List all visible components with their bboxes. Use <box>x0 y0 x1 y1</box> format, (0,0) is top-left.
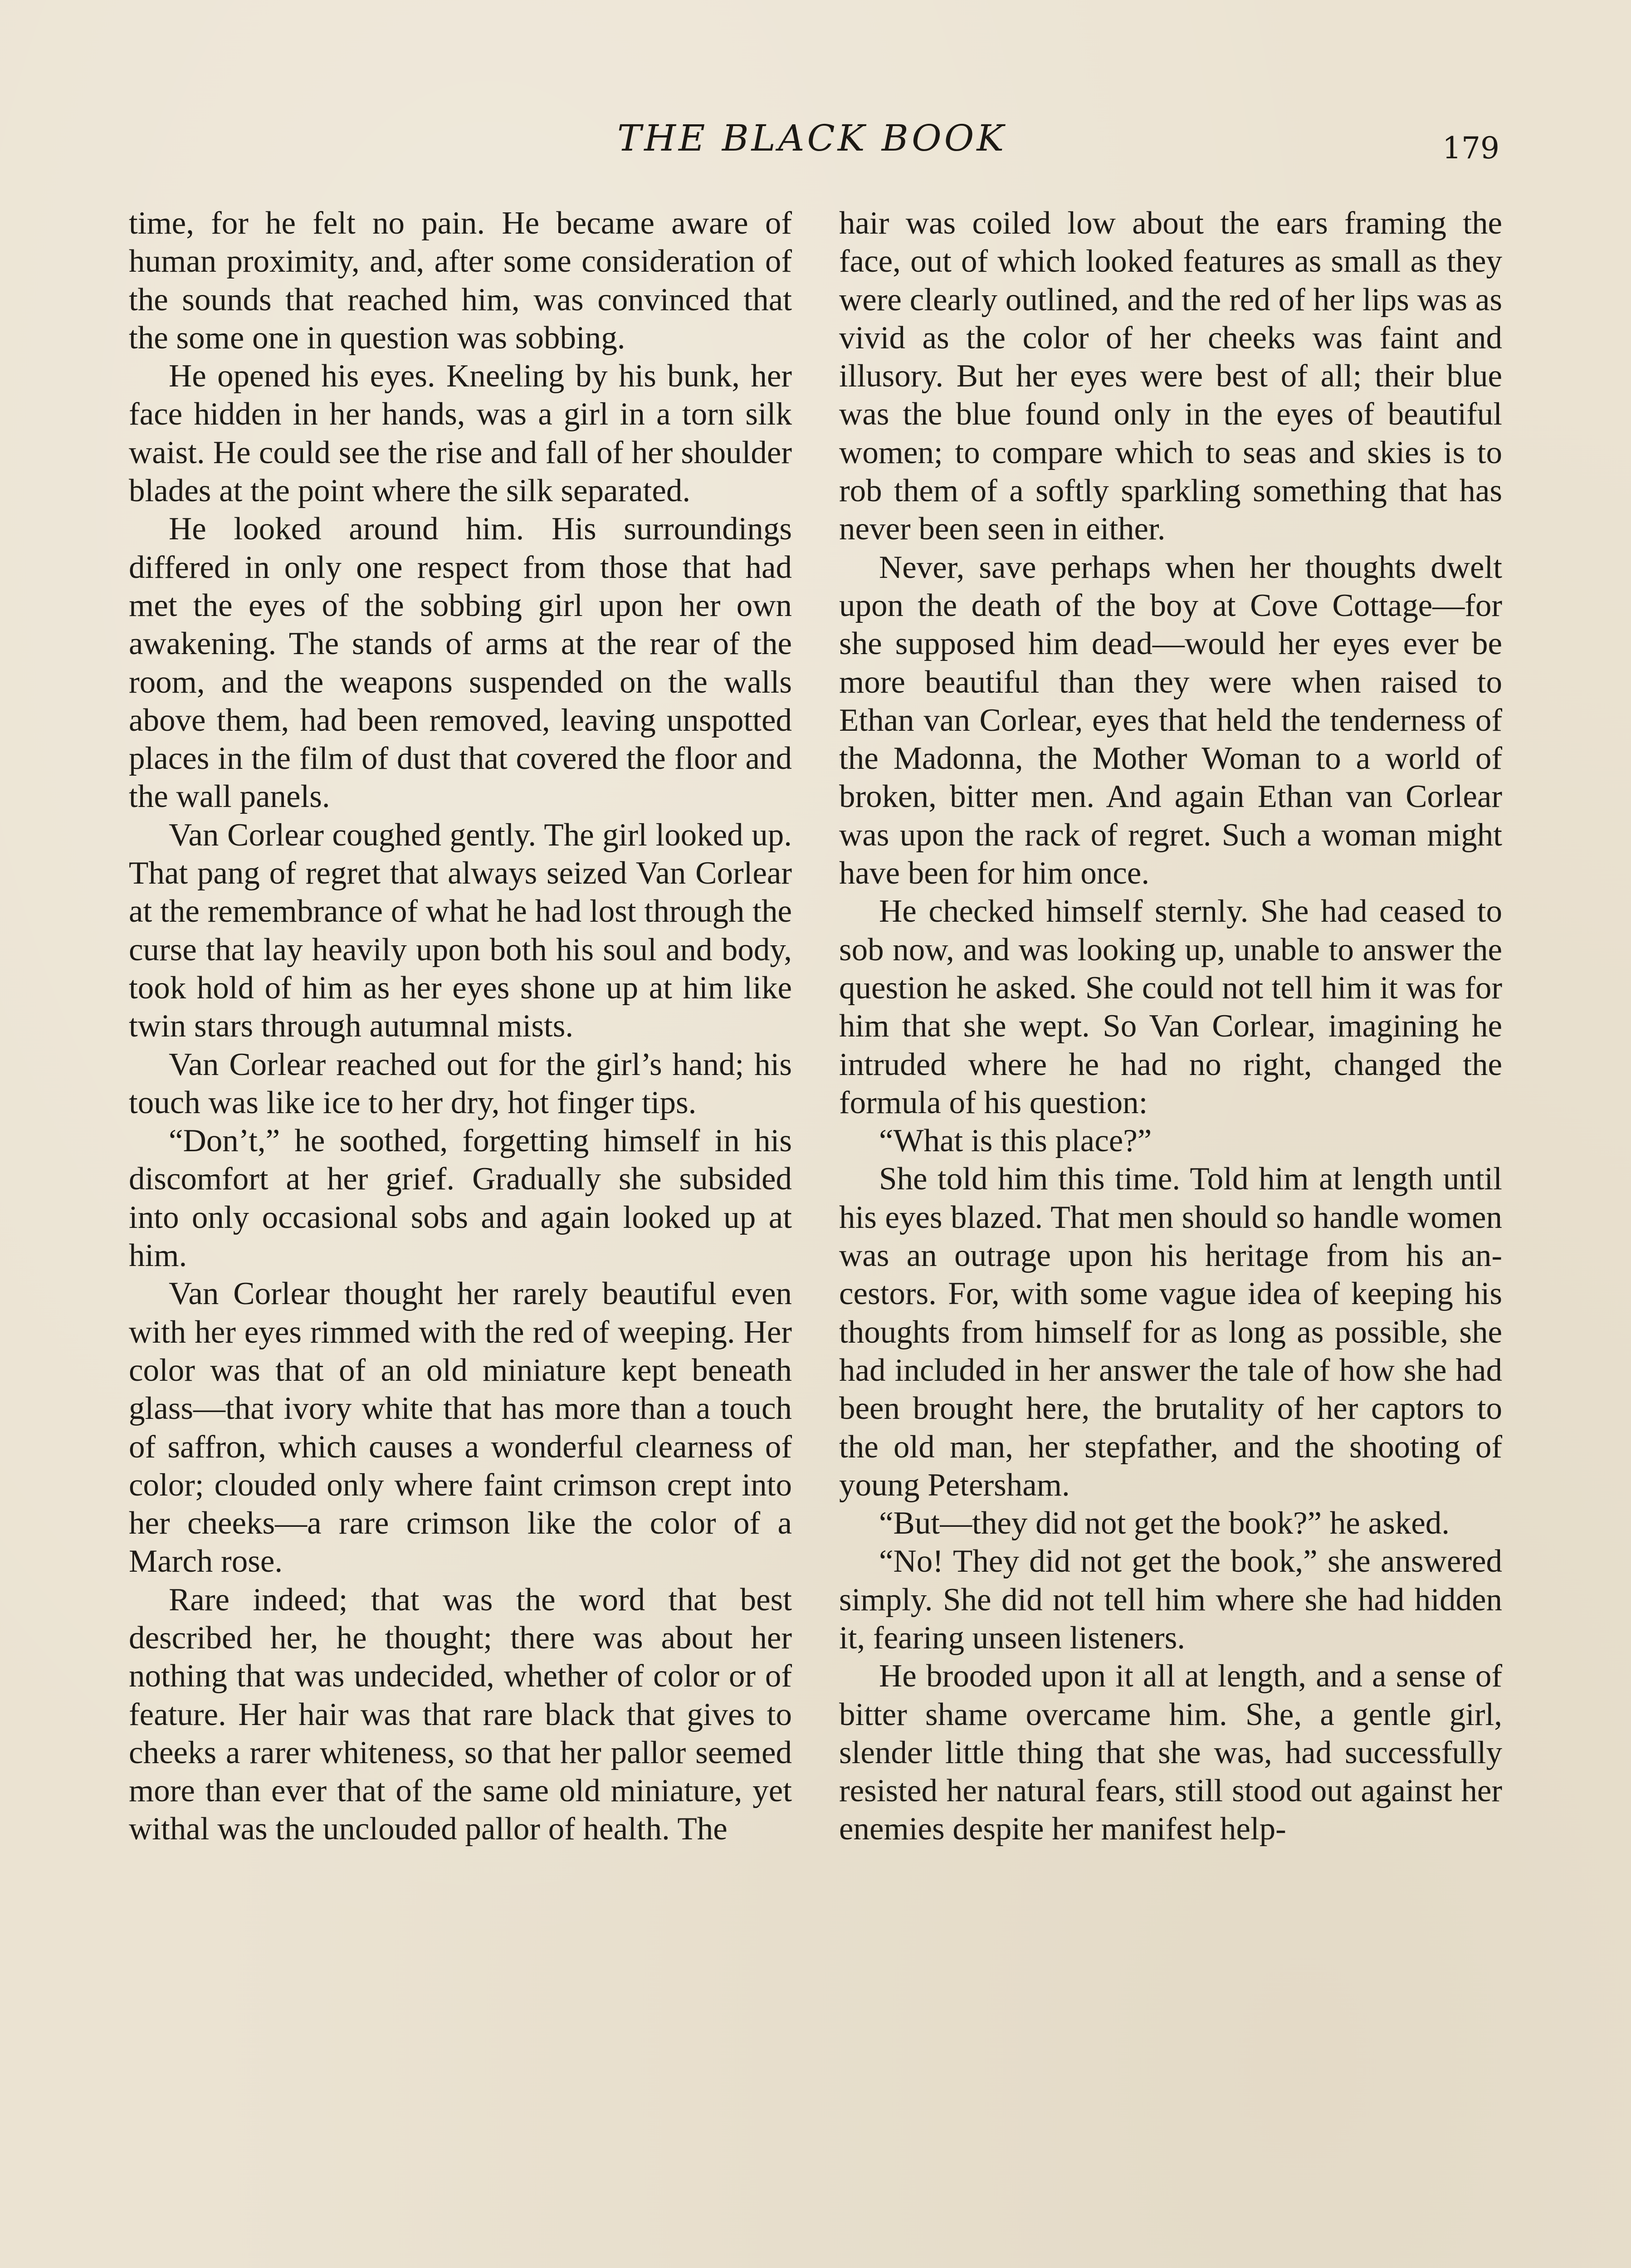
paragraph: Van Corlear reached out for the girl’s hand; his touch was like ice to her dry, hot finger tips. <box>129 1046 792 1120</box>
page-number: 179 <box>1442 131 1499 166</box>
running-title: THE BLACK BOOK <box>617 117 1007 159</box>
paragraph: time, for he felt no pain. He became aware of human proximity, and, after some consideration of the sounds that reached him, was convinced that the some one in question was sobbing. <box>129 205 792 356</box>
paragraph: “But—they did not get the book?” he asked. <box>879 1505 1450 1541</box>
left-text-column <box>129 204 792 1848</box>
paragraph: She told him this time. Told him at length until his eyes blazed. That men should so handle women was an outrage upon his heritage from his ancestors. For, with some vague idea of keeping his thoughts from himself for as long as possible, she had included in her answer the tale of how she had been brought here, the brutality of her captors to the old man, her stepfather, and the shooting of young Petersham. <box>839 1161 1502 1503</box>
paragraph: He checked himself sternly. She had ceased to sob now, and was looking up, unable to answer the question he asked. She could not tell him it was for him that she wept. So Van Corlear, imagining he intruded where he had no right, changed the formula of his question: <box>839 894 1502 1120</box>
paragraph: He brooded upon it all at length, and a sense of bitter shame overcame him. She, a gentle girl, slender little thing that she was, had successfully resisted her natural fears, still stood out against her enemies despite her manifest help- <box>839 1658 1502 1847</box>
paragraph: Rare indeed; that was the word that best described her, he thought; there was about her nothing that was undecided, whether of color or of feature. Her hair was that rare black that gives to cheeks a rarer whiteness, so that her pallor seemed more than ever that of the same old miniature, yet withal was the unclouded pallor of health. The <box>129 1582 792 1847</box>
paragraph: He looked around him. His surroundings differed in only one respect from those that had met the eyes of the sobbing girl upon her own awakening. The stands of arms at the rear of the room, and the weapons suspended on the walls above them, had been removed, leaving unspotted places in the film of dust that covered the floor and the wall panels. <box>129 511 792 815</box>
paragraph: Van Corlear thought her rarely beautiful even with her eyes rimmed with the red of weeping. Her color was that of an old miniature kept beneath glass—that ivory white that has more than a touch of saffron, which causes a wonderful clearness of color; clouded only where faint crimson crept into her cheeks—a rare crimson like the color of a March rose. <box>129 1276 792 1579</box>
paragraph: “Don’t,” he soothed, forgetting himself in his discomfort at her grief. Gradually she subsided into only occasional sobs and again looked up at him. <box>129 1123 792 1274</box>
paragraph: hair was coiled low about the ears framing the face, out of which looked features as small as they were clearly outlined, and the red of her lips was as vivid as the color of her cheeks was faint and illusory. But her eyes were best of all; their blue was the blue found only in the eyes of beautiful women; to compare which to seas and skies is to rob them of a softly sparkling something that has never been seen in either. <box>839 205 1502 547</box>
paragraph: “What is this place?” <box>879 1123 1152 1159</box>
right-text-column <box>839 204 1502 1848</box>
paragraph: He opened his eyes. Kneeling by his bunk, her face hidden in her hands, was a girl in a torn silk waist. He could see the rise and fall of her shoulder blades at the point where the silk separated. <box>129 358 792 509</box>
paragraph: Never, save perhaps when her thoughts dwelt upon the death of the boy at Cove Cottage—for she supposed him dead—would her eyes ever be more beautiful than they were when raised to Ethan van Corlear, eyes that held the tenderness of the Madonna, the Mother Woman to a world of broken, bitter men. And again Ethan van Corlear was upon the rack of regret. Such a woman might have been for him once. <box>839 549 1502 891</box>
paragraph: “No! They did not get the book,” she answered simply. She did not tell him where she had hidden it, fearing unseen listeners. <box>839 1544 1502 1656</box>
paragraph: Van Corlear coughed gently. The girl looked up. That pang of regret that always seized Van Corlear at the remembrance of what he had lost through the curse that lay heavily upon both his soul and body, took hold of him as her eyes shone up at him like twin stars through autumnal mists. <box>129 817 792 1044</box>
